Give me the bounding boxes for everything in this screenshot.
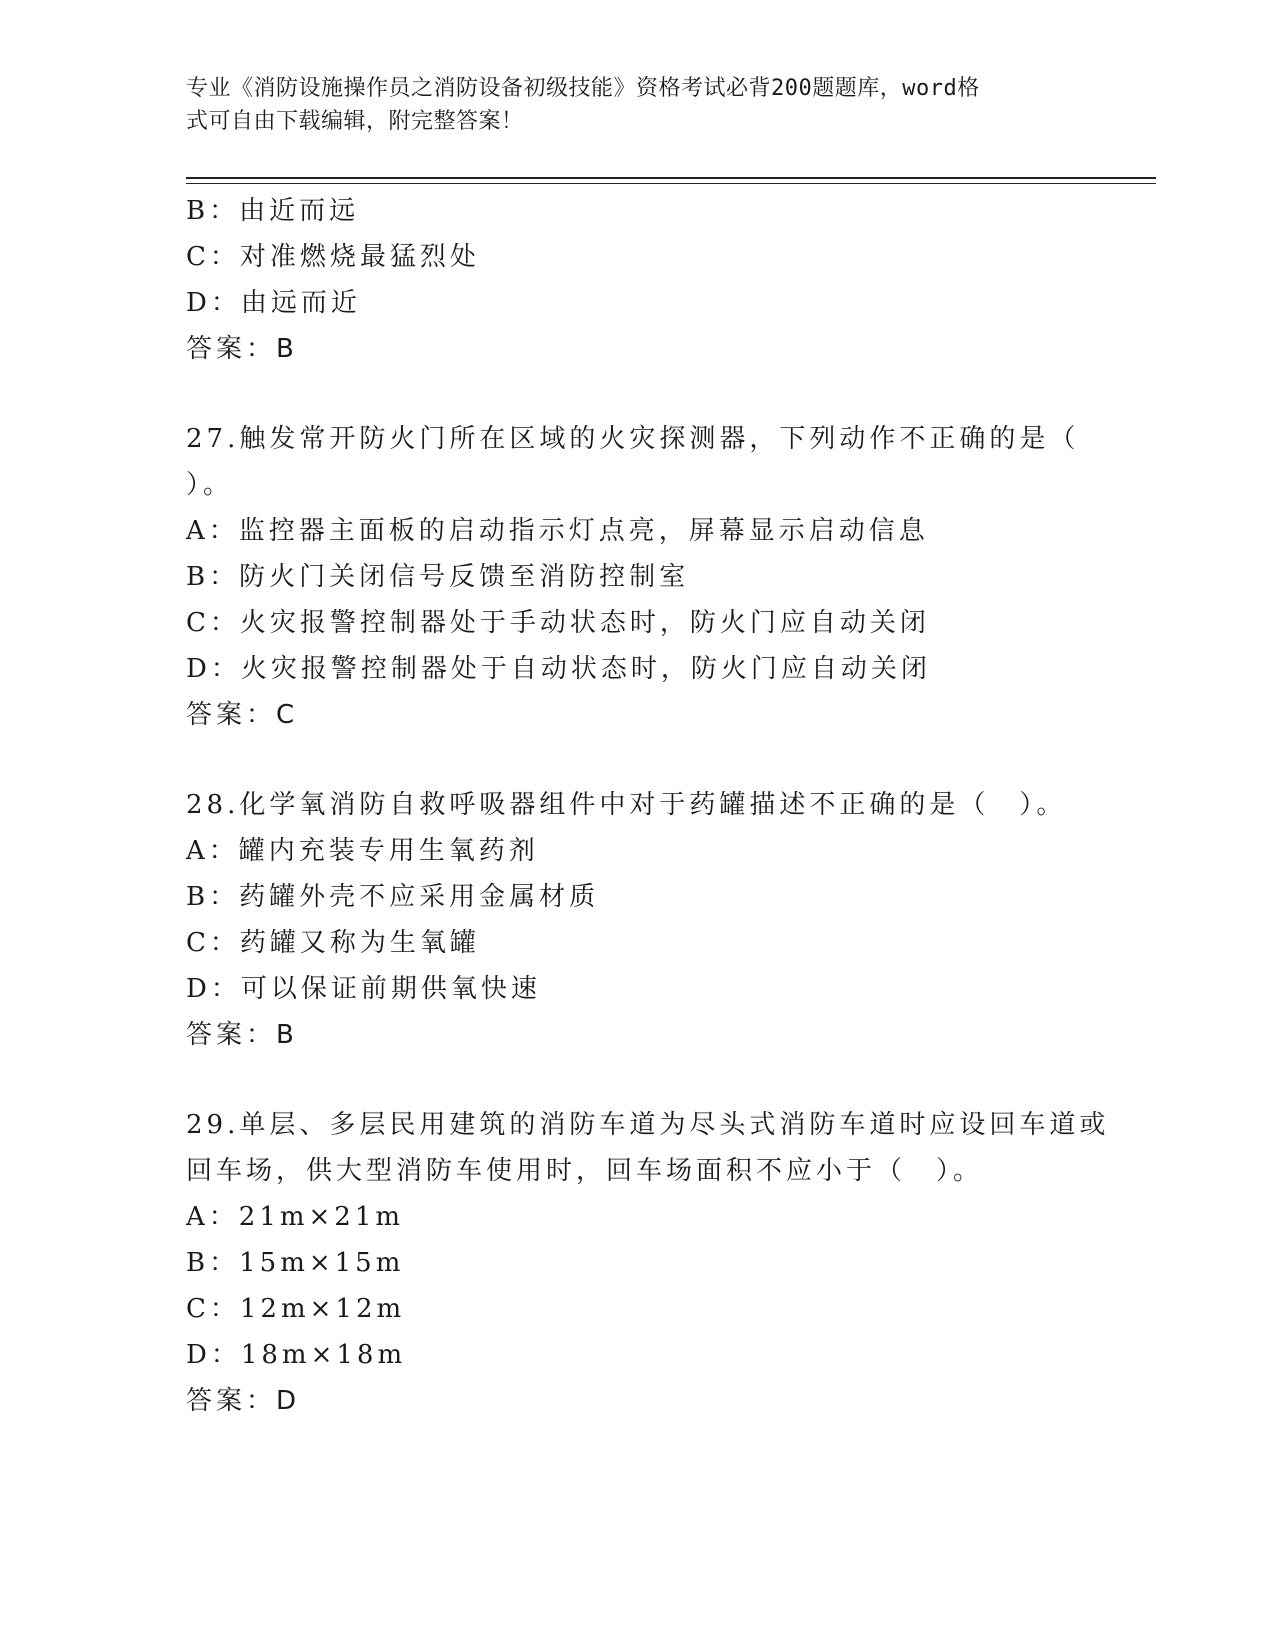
question-stem: 27.触发常开防火门所在区域的火灾探测器，下列动作不正确的是（ [186, 424, 1080, 454]
option-b: B：15m×15m [186, 1248, 405, 1278]
header-line-2: 式可自由下载编辑，附完整答案！ [186, 109, 524, 134]
option-b: B：防火门关闭信号反馈至消防控制室 [186, 562, 690, 592]
question-27 [186, 416, 1126, 738]
option-c: C：对准燃烧最猛烈处 [186, 242, 480, 272]
option-d: D：18m×18m [186, 1340, 407, 1370]
option-c: C：12m×12m [186, 1294, 406, 1324]
header-line-1: 专业《消防设施操作员之消防设备初级技能》资格考试必背200题题库，word格 [186, 76, 980, 101]
question-stem-continued: ）。 [186, 470, 234, 500]
question-list [186, 188, 1126, 1424]
option-a: A：罐内充装专用生氧药剂 [186, 836, 539, 866]
option-d: D：由远而近 [186, 288, 361, 318]
header-divider-thick [186, 177, 1156, 179]
question-29 [186, 1102, 1126, 1424]
document-header [186, 72, 1086, 138]
option-b: B：药罐外壳不应采用金属材质 [186, 882, 600, 912]
question-26-continued [186, 188, 1126, 372]
answer: 答案：B [186, 334, 298, 364]
option-a: A：监控器主面板的启动指示灯点亮，屏幕显示启动信息 [186, 516, 929, 546]
answer: 答案：D [186, 1386, 301, 1416]
answer: 答案：B [186, 1020, 298, 1050]
header-divider-thin [186, 183, 1156, 184]
question-stem-continued: 回车场，供大型消防车使用时，回车场面积不应小于（ ）。 [186, 1156, 984, 1186]
question-stem: 29.单层、多层民用建筑的消防车道为尽头式消防车道时应设回车道或 [186, 1110, 1110, 1140]
option-c: C：药罐又称为生氧罐 [186, 928, 480, 958]
question-stem: 28.化学氧消防自救呼吸器组件中对于药罐描述不正确的是（ ）。 [186, 790, 1067, 820]
option-b: B：由近而远 [186, 196, 360, 226]
answer: 答案：C [186, 700, 299, 730]
option-a: A：21m×21m [186, 1202, 405, 1232]
option-d: D：火灾报警控制器处于自动状态时，防火门应自动关闭 [186, 654, 931, 684]
question-28 [186, 782, 1126, 1058]
option-d: D：可以保证前期供氧快速 [186, 974, 541, 1004]
option-c: C：火灾报警控制器处于手动状态时，防火门应自动关闭 [186, 608, 930, 638]
